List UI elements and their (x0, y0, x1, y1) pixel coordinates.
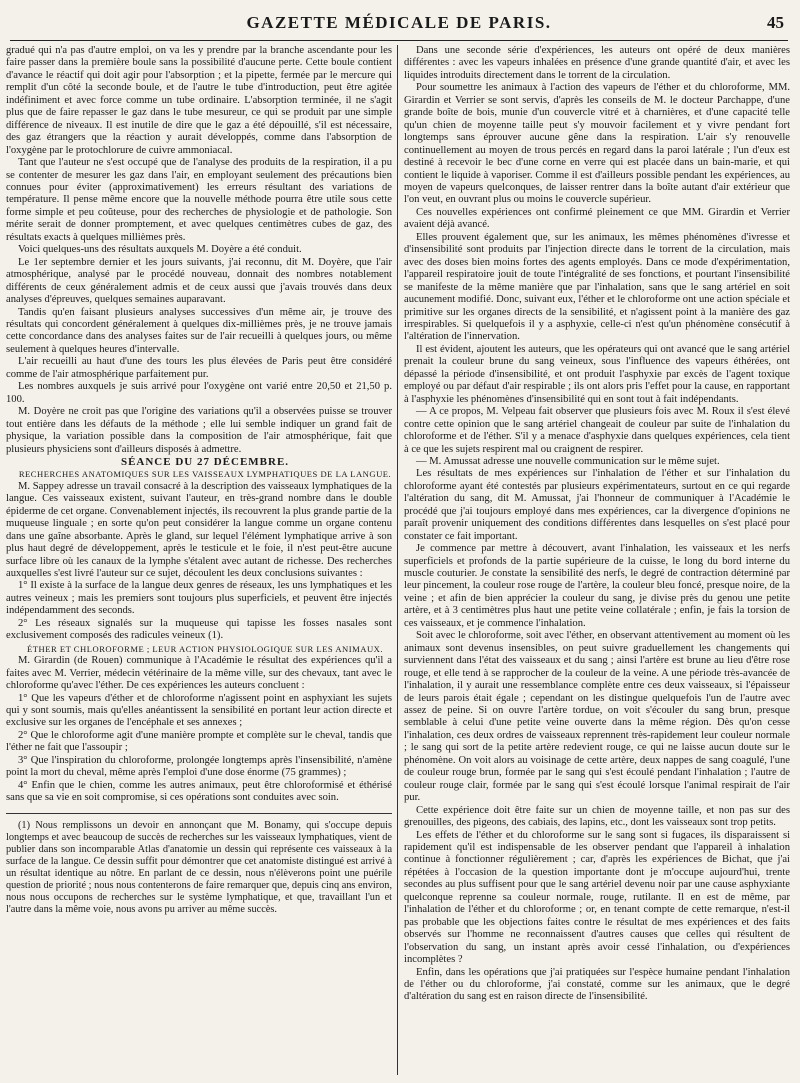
paragraph: Les nombres auxquels je suis arrivé pour l'oxygène ont varié entre 20,50 et 21,50 p. 100. (6, 381, 393, 405)
paragraph: Il est évident, ajoutent les auteurs, que les opérateurs qui ont avancé que le sang artériel prenait la couleur brune du sang veineux, sous l'influence des vapeurs éthérées, ont dépassé la période d'insensibilité, et ont produit l'asphyxie par excès de l'agent toxique employé ou par défaut d'air respirable ; ils ont alors pris l'effet pour la cause, en rapportant à l'asphyxie les phénomènes d'insensibilité qui en sont tout à fait indépendants. (404, 343, 791, 405)
paragraph: Soit avec le chloroforme, soit avec l'éther, en observant attentivement au moment où les animaux sont devenus insensibles, on peut suivre graduellement les changements qui surviennent dans l'état des vaisseaux et du sang ; ainsi l'artère est brune au lieu d'être rose rouge, et elle tend à se rapprocher de la couleur de la veine. A une période très-avancée de l'inhalation, il y aurait une ressemblance complète entre ces deux vaisseaux, si l'épaisseur de leurs parois était égale ; cependant on les distingue quelquefois l'un de l'autre avec assez de peine. Si on ouvre l'artère tordue, on voit s'écouler du sang brun, presque semblable à celui d'une petite veine ouverte dans la même région. Dès qu'on cesse l'inhalation, ces deux ordres de vaisseaux reprennent très-rapidement leur couleur normale ; le sang qui sort de la petite artère redevient rouge, ce qui ne laisse aucun doute sur le phénomène. On voit alors au voisinage de cette artère, deux nappes de sang coagulé, l'une de couleur rouge brun, formée par le sang qui s'est écoulé pendant l'inhalation ; l'autre de couleur rouge clair, formée par le sang qui s'est écoulé lorsque l'animal respirait de l'air pur. (404, 630, 791, 804)
paragraph: Enfin, dans les opérations que j'ai pratiquées sur l'espèce humaine pendant l'inhalation de l'éther ou du chloroforme, j'ai constaté, comme sur les animaux, que le degré d'altération du sang est en raison directe de l'insensibilité. (404, 966, 791, 1003)
footnote-text: (1) Nous remplissons un devoir en annonçant que M. Bonamy, qui s'occupe depuis longtemps et avec beaucoup de succès de recherches sur les vaisseaux lymphatiques, vient de publier dans son incomparable Atlas d'anatomie un dessin qui représente ces vaisseaux à la surface de la langue. Ce dessin suffit pour démontrer que cet anatomiste distingué est arrivé à un résultat identique au nôtre. En parlant de ce dessin, nous n'élèverons point une puérile question de priorité ; nous nous contenterons de faire remarquer que, depuis cinq ans environ, nous nous occupons de recherches sur le système lymphatique, et que, travaillant l'un et l'autre dans la même voie, nous avons pu arriver au même succès. (6, 819, 393, 916)
paragraph: 3° Que l'inspiration du chloroforme, prolongée longtemps après l'insensibilité, n'amène point la mort du cheval, même après l'emploi d'une dose énorme (75 grammes) ; (6, 754, 393, 779)
paragraph: — M. Amussat adresse une nouvelle communication sur le même sujet. (416, 455, 720, 467)
paragraph: Les effets de l'éther et du chloroforme sur le sang sont si fugaces, ils disparaissent si rapidement qu'il est indispensable de les observer pendant que l'appareil à inhalation continue à fonctionner régulièrement ; car, d'après les expériences de Bichat, que j'ai répétées à l'occasion de la question importante dont je m'occupe aujourd'hui, trente secondes au plus suffisent pour que le sang artériel devenu noir par une cause asphyxiante quelconque reprenne sa couleur normale, rouge, rutilante. Il en est de même, par l'inhalation de l'éther et du chloroforme ; or, en tenant compte de cette remarque, n'est-il pas probable que les objections faites contre le résultat de mes expériences et des faits observés sur l'homme ne reconnaissent d'autres causes que celles qui résultent de l'observation du sang, un instant après avoir cessé l'inhalation, ou d'expériences incomplètes ? (404, 829, 791, 966)
journal-title: GAZETTE MÉDICALE DE PARIS. (246, 13, 552, 32)
paragraph: L'air recueilli au haut d'une des tours les plus élevées de Paris peut être considéré comme de l'air atmosphérique parfaitement pur. (6, 356, 393, 380)
paragraph: M. Sappey adresse un travail consacré à la description des vaisseaux lymphatiques de la langue. Ces vaisseaux existent, suivant l'auteur, en très-grand nombre dans le double épiderme de cet organe. Convenablement injectés, ils recouvrent la plus grande partie de la muqueuse linguale ; en sorte qu'on peut considérer la langue comme un organe contenu dans une gaîne absorbante. Après le gland, sur lequel l'élément lymphatique arrive à son plus haut degré de développement, après le testicule et le foie, il n'est peut-être aucune surface libre où les canaux de la lymphe s'étalent avec autant de richesse. Des recherches auxquelles s'est livré l'auteur sur ce sujet, découlent les deux conclusions suivantes : (6, 480, 393, 580)
right-column (398, 45, 790, 1075)
paragraph: Dans une seconde série d'expériences, les auteurs ont opéré de deux manières différentes : avec les vapeurs inhalées en présence d'une grande quantité d'air, et avec les liquides introduits directement dans le torrent de la circulation. (404, 45, 791, 81)
page-number: 45 (767, 13, 784, 32)
subsection-heading: RECHERCHES ANATOMIQUES SUR LES VAISSEAUX LYMPHATIQUES DE LA LANGUE. (18, 469, 392, 480)
paragraph: Je commence par mettre à découvert, avant l'inhalation, les vaisseaux et les nerfs superficiels et profonds de la partie supérieure de la cuisse, le long du bord interne du muscle couturier. Je constate la sensibilité des nerfs, le degré de contraction déterminé par leur pincement, la couleur rose rouge de l'artère, la couleur bleu foncé, presque noire, de la veine ; et afin de bien apprécier la couleur du sang, je divise près du genou une petite artère, et à 3 centimètres plus haut une petite veine collatérale ; enfin, je fais la torsion de ces vaisseaux, et je commence l'inhalation. (404, 543, 791, 629)
session-heading: SÉANCE DU 27 DÉCEMBRE. (120, 455, 290, 468)
paragraph: — A ce propos, M. Velpeau fait observer que plusieurs fois avec M. Roux il s'est élevé contre cette opinion que le sang artériel changeait de couleur par suite de l'inhalation du chloroforme et de l'éther. S'il y a menace d'asphyxie dans quelques expériences, cela tient à ce que les sujets respirent mal ou craignent de respirer. (404, 406, 791, 455)
paragraph: Tandis qu'en faisant plusieurs analyses successives d'un même air, je trouve des résultats qui concordent généralement à quelques dix-millièmes près, je ne trouve jamais cette concordance dans des analyses faites sur de l'air recueilli à quelques jours, ou même seulement à quelques heures d'intervalle. (6, 306, 393, 355)
paragraph: gradué qui n'a pas d'autre emploi, on va les y prendre par la branche ascendante pour les faire passer dans la première boule sans la possibilité d'aucune perte. Cette boule contient d'avance le réactif qui doit agir pour l'absorption ; et la pipette, fermée par le mercure qui remplit d'un côté la seconde boule, et de l'autre le tube d'introduction, peut être agitée indéfiniment et avec force comme un tube ordinaire. L'absorption terminée, il ne s'agit plus que de faire repasser le gaz dans le tube mesureur, ce qui se produit par une simple différence de niveaux. Il est inutile de dire que le gaz a été dépouillé, s'il est nécessaire, des gaz étrangers que la réaction y aurait développés, comme dans l'absorption de l'oxygène par le protochlorure de cuivre ammoniacal. (6, 45, 393, 156)
paragraph: Cette expérience doit être faite sur un chien de moyenne taille, et non pas sur des grenouilles, des pigeons, des cabiais, des lapins, etc., dont les vaisseaux sont trop petits. (404, 804, 791, 829)
footnote-divider (6, 813, 392, 814)
paragraph: 1° Que les vapeurs d'éther et de chloroforme n'agissent point en asphyxiant les sujets qui y sont soumis, mais qu'elles anéantissent la sensibilité en portant leur action directe et exclusive sur les organes de l'encéphale et ses annexes ; (6, 692, 393, 729)
paragraph: Le 1er septembre dernier et les jours suivants, j'ai reconnu, dit M. Doyère, que l'air atmosphérique, analysé par le procédé nouveau, donnait des nombres notablement différents de ceux généralement admis et de ceux aussi que j'avais trouvés dans deux analyses d'épreuves, quelques semaines auparavant. (6, 256, 393, 306)
paragraph: M. Girardin (de Rouen) communique à l'Académie le résultat des expériences qu'il a faites avec M. Verrier, médecin vétérinaire de la même ville, sur des chevaux, tant avec le chloroforme qu'avec l'éther. De ces expériences les auteurs concluent : (6, 655, 393, 692)
paragraph: Les résultats de mes expériences sur l'inhalation de l'éther et sur l'inhalation du chloroforme ayant été contestés par plusieurs expérimentateurs, surtout en ce qui regarde l'altération du sang, dit M. Amussat, j'ai l'honneur de communiquer à l'Académie le procédé que j'ai toujours employé dans mes expériences, car la divergence d'opinions ne paraît provenir uniquement des conditions différentes dans lesquelles on s'est placé pour constater ce fait important. (404, 468, 791, 542)
paragraph: 4° Enfin que le chien, comme les autres animaux, peut être chloroformisé et éthérisé sans que sa vie en soit compromise, si ces opérations sont conduites avec soin. (6, 779, 393, 804)
paragraph: M. Doyère ne croit pas que l'origine des variations qu'il a observées puisse se trouver tout entière dans les défauts de la méthode ; elle lui semble indiquer un grand fait de physique, la variation possible dans la composition de l'air atmosphérique, fait que plusieurs physiciens sont d'ailleurs disposés à admettre. (6, 406, 393, 455)
subsection-heading: ÉTHER ET CHLOROFORME ; LEUR ACTION PHYSIOLOGIQUE SUR LES ANIMAUX. (26, 643, 384, 654)
page-header (10, 0, 788, 41)
paragraph: Pour soumettre les animaux à l'action des vapeurs de l'éther et du chloroforme, MM. Girardin et Verrier se sont servis, d'après les conseils de M. le docteur Parchappe, d'une grande boîte de bois, munie d'un couvercle vitré et à charnières, et d'une capacité telle qu'un chien de moyenne taille peut s'y mouvoir facilement et y vivre pendant fort longtemps sans éprouver aucune gêne dans la respiration. L'air s'y renouvelle continuellement au moyen de trous percés en regard dans la paroi latérale ; l'un d'eux est destiné à recevoir le bec d'une corne en verre qui est placée dans un bain-marie, et qui contient le liquide à vaporiser. Comme il est d'ailleurs possible pendant les expériences, au moyen de vapeurs quelconques, de laisser rentrer dans la boîte autant d'air extérieur que l'on veut, en ouvrant plus ou moins le couvercle supérieur. (404, 82, 791, 206)
paragraph: Tant que l'auteur ne s'est occupé que de l'analyse des produits de la respiration, il a pu se contenter de mesurer les gaz dans l'air, en employant seulement des précautions bien connues pour éviter (approximativement) les erreurs résultant des variations de température. Il pense même encore que la nouvelle méthode pourra être utile sous cette forme simple et peu coûteuse, pour des recherches de physiologie et de pathologie. Son mérite serait de donner promptement, et avec quelques centimètres cubes de gaz, des résultats exacts à quelques millièmes près. (6, 157, 393, 243)
text-columns (6, 45, 790, 1075)
paragraph: 2° Les réseaux signalés sur la muqueuse qui tapisse les fosses nasales sont exclusivement composés des radicules veineux (1). (6, 617, 393, 642)
paragraph: 2° Que le chloroforme agit d'une manière prompte et complète sur le cheval, tandis que l'éther ne fait que l'assoupir ; (6, 729, 393, 754)
footnote (6, 820, 392, 917)
paragraph: 1° Il existe à la surface de la langue deux genres de réseaux, les uns lymphatiques et les autres veineux ; mais les premiers sont toujours plus superficiels, et peuvent être injectés indépendamment des seconds. (6, 580, 393, 617)
paragraph: Elles prouvent également que, sur les animaux, les mêmes phénomènes d'ivresse et d'insensibilité sont produits par l'injection directe dans le torrent de la circulation, mais avec des doses bien moins fortes des agents employés. Dans ce mode d'expérimentation, l'appareil respiratoire jouit de toute l'intégralité de ses fonctions, et pourtant l'insensibilité se manifeste de la même manière que par l'inhalation, sans que le sang artériel en soit aucunement modifié. Donc, suivant eux, l'éther et le chloroforme ont une action spéciale et primitive sur les organes directs de la sensibilité, et n'agissent point à la manière des gaz irrespirables. Si quelquefois il y a asphyxie, celle-ci n'est qu'un phénomène consécutif à l'altération de l'innervation. (404, 231, 791, 343)
paragraph: Voici quelques-uns des résultats auxquels M. Doyère a été conduit. (18, 244, 302, 256)
left-column (6, 45, 397, 1075)
paragraph: Ces nouvelles expériences ont confirmé pleinement ce que MM. Girardin et Verrier avaient déjà avancé. (404, 206, 791, 231)
